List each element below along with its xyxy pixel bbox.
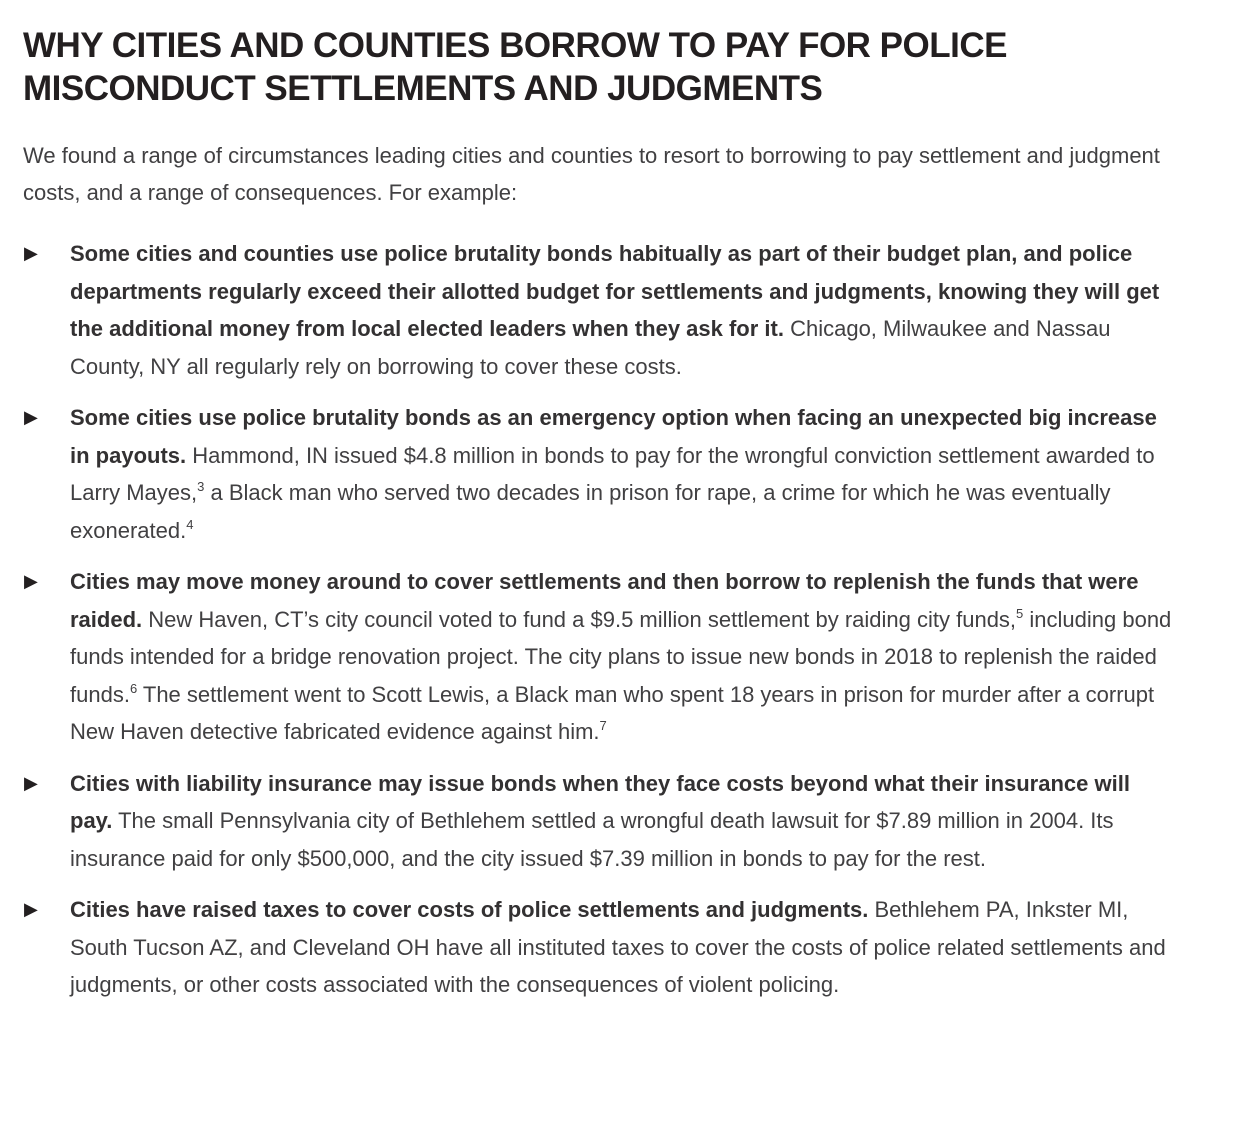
bullet-text: New Haven, CT’s city council voted to fund a $9.5 million settlement by raiding city funds, — [142, 606, 1017, 632]
list-item — [23, 563, 1178, 751]
page-title — [23, 24, 1178, 110]
bullet-text: Bethlehem PA, Inkster MI, South Tucson AZ, and Cleveland OH have all instituted taxes to cover the costs of police related settlements and judgments, or other costs associated with the consequences of violent policing. — [70, 897, 1166, 997]
bullet-bold-lead: Cities may move money around to cover settlements and then borrow to replenish the funds that were raided. — [70, 569, 1139, 632]
bullet-bold-lead: Cities with liability insurance may issue bonds when they face costs beyond what their insurance will pay. — [70, 770, 1130, 833]
intro-paragraph: We found a range of circumstances leading cities and counties to resort to borrowing to pay settlement and judgment costs, and a range of consequences. For example: — [23, 143, 1160, 205]
list-item — [23, 235, 1178, 385]
footnote-reference: 3 — [197, 479, 205, 494]
bullet-triangle-icon: ▶ — [24, 243, 38, 263]
page-title-line-2: MISCONDUCT SETTLEMENTS AND JUDGMENTS — [23, 69, 823, 108]
bullet-list — [23, 235, 1178, 1004]
footnote-reference: 6 — [129, 680, 138, 696]
list-item — [23, 399, 1178, 549]
footnote-reference: 4 — [186, 516, 194, 532]
bullet-bold-lead: Some cities use police brutality bonds as an emergency option when facing an unexpected big increase in payouts. — [70, 405, 1157, 468]
bullet-triangle-icon: ▶ — [24, 407, 38, 427]
bullet-bold-lead: Some cities and counties use police brutality bonds habitually as part of their budget plan, and police departments regularly exceed their allotted budget for settlements and judgments, knowing they will get the additional money from local elected leaders when they ask for it. — [70, 241, 1160, 341]
footnote-reference: 7 — [599, 718, 607, 733]
bullet-text: a Black man who served two decades in prison for rape, a crime for which he was eventually exonerated. — [70, 480, 1111, 543]
bullet-text: Hammond, IN issued $4.8 million in bonds to pay for the wrongful conviction settlement awarded to Larry Mayes, — [70, 442, 1155, 505]
bullet-triangle-icon: ▶ — [24, 772, 38, 793]
bullet-triangle-icon: ▶ — [24, 899, 38, 919]
bullet-text: Chicago, Milwaukee and Nassau County, NY all regularly rely on borrowing to cover these costs. — [70, 316, 1111, 379]
page-title-line-1: WHY CITIES AND COUNTIES BORROW TO PAY FOR POLICE — [23, 26, 1007, 65]
bullet-triangle-icon: ▶ — [24, 571, 38, 591]
bullet-text: including bond funds intended for a bridge renovation project. The city plans to issue new bonds in 2018 to replenish the raided funds. — [70, 606, 1172, 707]
footnote-reference: 5 — [1016, 605, 1024, 621]
bullet-text: The small Pennsylvania city of Bethlehem settled a wrongful death lawsuit for $7.89 million in 2004. Its insurance paid for only $500,000, and the city issued $7.39 million in bonds to pay for the rest. — [70, 808, 1114, 871]
bullet-text: The settlement went to Scott Lewis, a Black man who spent 18 years in prison for murder after a corrupt New Haven detective fabricated evidence against him. — [70, 681, 1155, 744]
list-item — [23, 891, 1178, 1004]
list-item — [23, 765, 1178, 878]
bullet-bold-lead: Cities have raised taxes to cover costs of police settlements and judgments. — [70, 897, 869, 922]
